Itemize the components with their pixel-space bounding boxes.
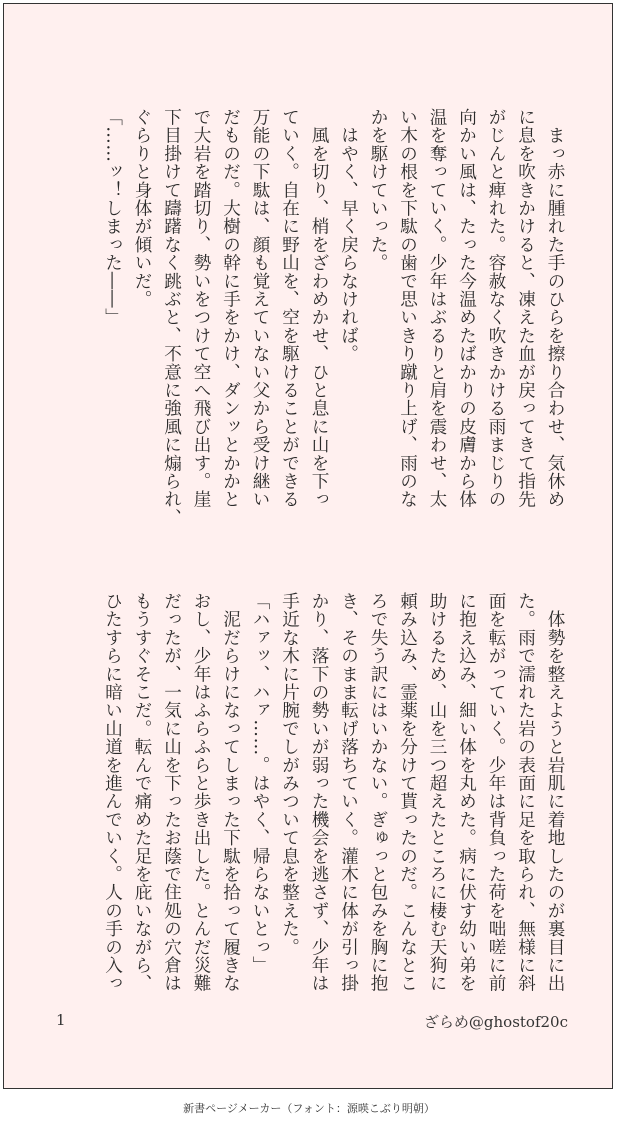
text-line: 体勢を整えようと岩肌に着地したのが裏目に出 [545, 592, 565, 993]
text-line: ぐらりと身体が傾いだ。 [132, 108, 152, 309]
text-line: 向かい風は、たった今温めたばかりの皮膚から体 [456, 108, 477, 509]
text-line: かり、落下の勢いが弱った機会を逃さず、少年は [309, 592, 329, 993]
text-line: 「ハァッ、ハァ……。はやく、帰らないとっ」 [250, 592, 270, 975]
text-line: 万能の下駄は、顔も覚えていない父から受け継い [250, 108, 270, 509]
text-line: だったが、一気に山を下ったお蔭で住処の穴倉は [161, 592, 182, 993]
text-line: ろで失う訳にはいかない。ぎゅっと包みを胸に抱 [368, 592, 388, 993]
text-line: まっ赤に腫れた手のひらを擦り合わせ、気休め [545, 108, 565, 509]
text-line: はやく、早く戻らなければ。 [338, 108, 359, 363]
text-line: もうすぐそこだ。転んで痛めた足を庇いながら、 [132, 592, 152, 993]
text-line: 泥だらけになってしまった下駄を拾って履きな [220, 592, 241, 993]
page-number: 1 [56, 1011, 66, 1029]
text-line: おし、少年はふらふらと歩き出した。とんだ災難 [191, 592, 211, 993]
text-line: 温を奪っていく。少年はぶるりと肩を震わせ、太 [427, 108, 447, 509]
page [3, 3, 613, 1089]
text-line: かを駆けていった。 [368, 108, 388, 272]
text-line: た。雨で濡れた岩の表面に足を取られ、無様に斜 [515, 592, 536, 993]
text-line: 頼み込み、霊薬を分けて貰ったのだ。こんなとこ [397, 592, 418, 993]
text-line: ひたすらに暗い山道を進んでいく。人の手の入っ [102, 592, 123, 993]
text-line: 手近な木に片腕でしがみついて息を整えた。 [279, 592, 300, 956]
text-line: に息を吹きかけると、凍えた血が戻ってきて指先 [515, 108, 536, 509]
text-line: がじんと痺れた。容赦なく吹きかける雨まじりの [486, 108, 506, 509]
text-line: ていく。自在に野山を、空を駆けることができる [279, 108, 300, 509]
text-line: 「……ッ！しまった――」 [102, 108, 123, 327]
lower-text-column [49, 592, 569, 992]
text-line: 面を転がっていく。少年は背負った荷を咄嗟に前 [486, 592, 506, 993]
text-line: に抱え込み、細い体を丸めた。病に伏す幼い弟を [456, 592, 477, 993]
text-line: い木の根を下駄の歯で思いきり蹴り上げ、雨のな [397, 108, 418, 509]
text-line: 助けるため、山を三つ超えたところに棲む天狗に [427, 592, 447, 993]
text-line: 下目掛けて躊躇なく跳ぶと、不意に強風に煽られ、 [161, 108, 182, 527]
upper-text-column [49, 108, 569, 527]
text-line: 風を切り、梢をざわめかせ、ひと息に山を下っ [309, 108, 329, 509]
text-line: き、そのまま転げ落ちていく。灌木に体が引っ掛 [338, 592, 359, 993]
footer-caption: 新書ページメーカー（フォント：源暎こぶり明朝） [183, 1102, 435, 1115]
author-credit: ざらめ@ghostof20c [423, 1013, 568, 1031]
text-line: だものだ。大樹の幹に手をかけ、ダンッとかかと [220, 108, 241, 509]
text-line: で大岩を踏切り、勢いをつけて空へ飛び出す。崖 [191, 108, 211, 509]
